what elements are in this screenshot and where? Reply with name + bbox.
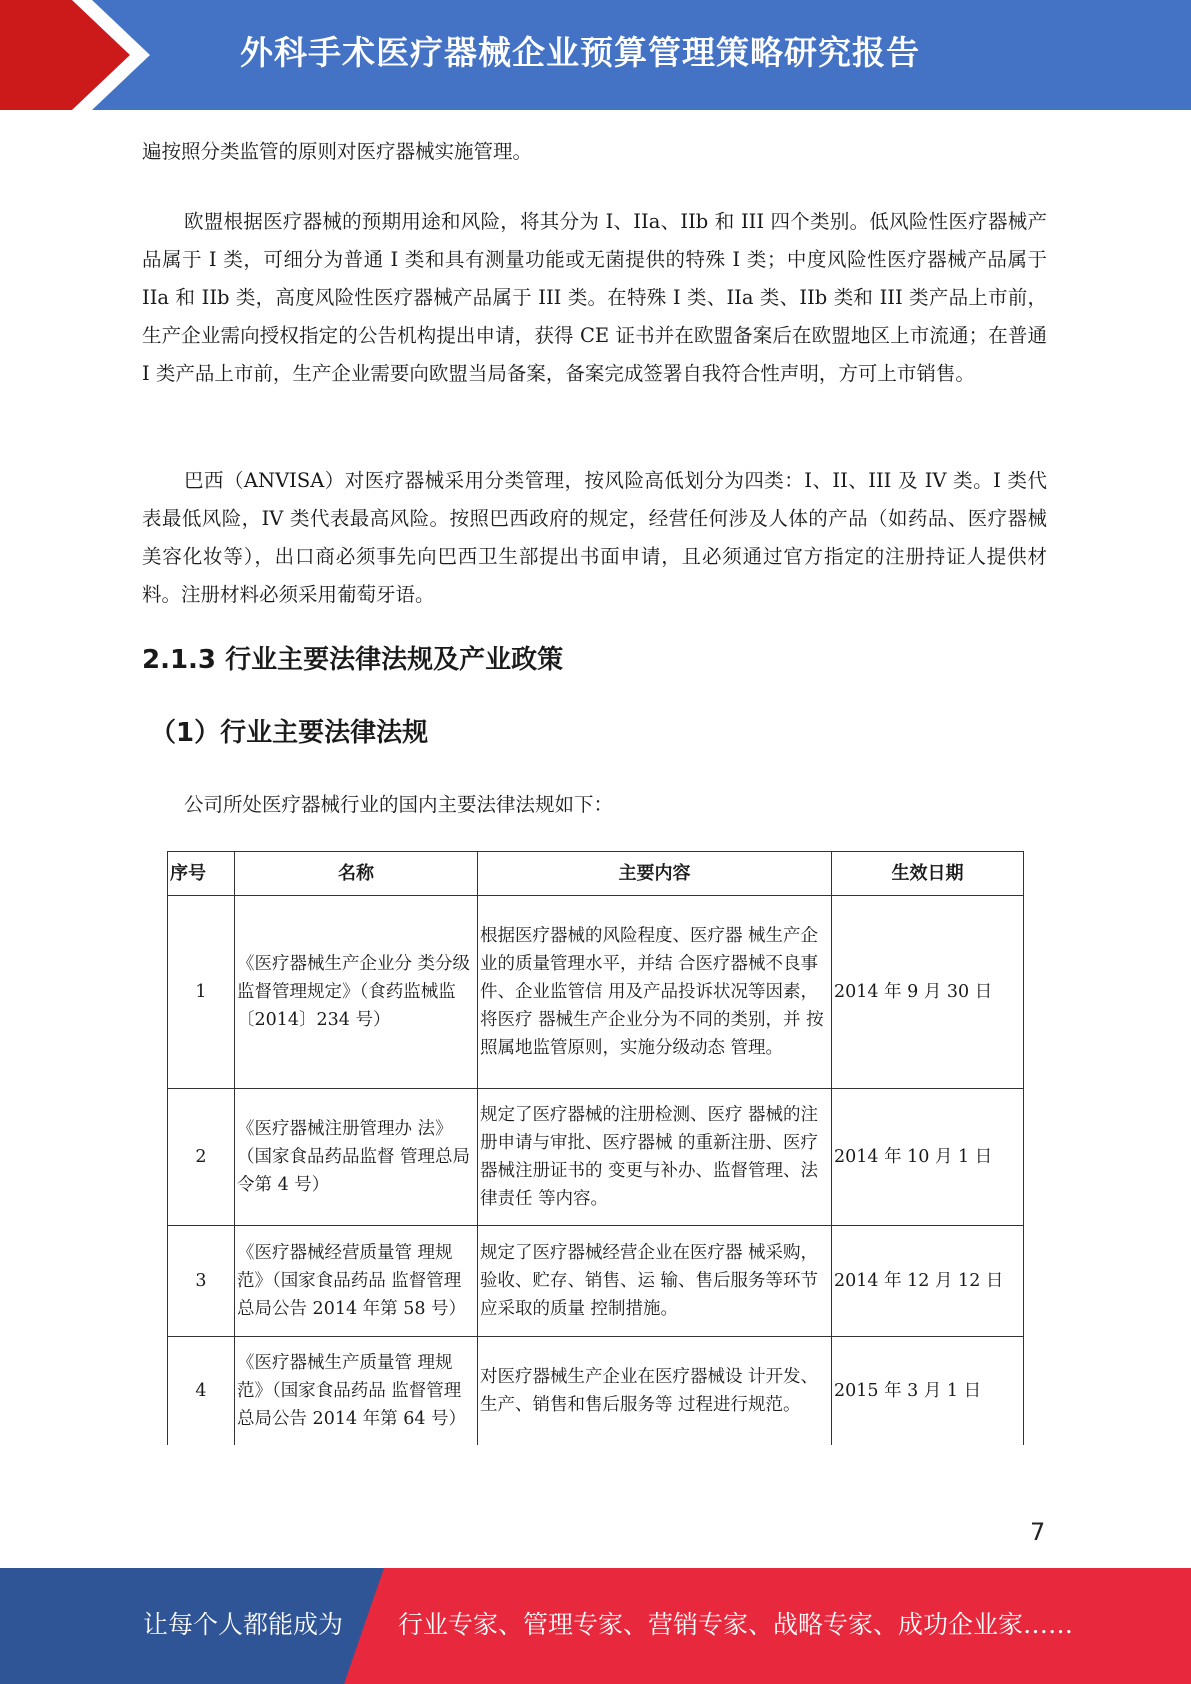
- table-header-row: [168, 852, 1024, 896]
- paragraph-brazil: 巴西（ANVISA）对医疗器械采用分类管理，按风险高低划分为四类：I、II、III 及 IV 类。I 类代表最低风险，IV 类代表最高风险。按照巴西政府的规定，经营任何涉及人体的产品（如药品、医疗器械美容化妆等），出口商必须事先向巴西卫生部提出书面申请，且必须通过官方指定的注册持证人提供材料。注册材料必须采用葡萄牙语。: [142, 469, 1047, 606]
- cell-name: 《医疗器械注册管理办 法》（国家食品药品监督 管理总局令第 4 号）: [235, 1089, 478, 1226]
- cell-date: 2014 年 9 月 30 日: [832, 896, 1024, 1089]
- cell-date: 2014 年 10 月 1 日: [832, 1089, 1024, 1226]
- paragraph-eu: 欧盟根据医疗器械的预期用途和风险，将其分为 I、IIa、IIb 和 III 四个类别。低风险性医疗器械产品属于 I 类，可细分为普通 I 类和具有测量功能或无菌提供的特殊 I 类；中度风险性医疗器械产品属于 IIa 和 IIb 类，高度风险性医疗器械产品属于 III 类。在特殊 I 类、IIa 类、IIb 类和 III 类产品上市前，生产企业需向授权指定的公告机构提出申请，获得 CE 证书并在欧盟备案后在欧盟地区上市流通；在普通 I 类产品上市前，生产企业需要向欧盟当局备案，备案完成签署自我符合性声明，方可上市销售。: [142, 210, 1047, 385]
- subsection-heading: （1）行业主要法律法规: [150, 718, 429, 748]
- section-heading: 2.1.3 行业主要法律法规及产业政策: [142, 645, 564, 675]
- page-number: 7: [1030, 1518, 1046, 1546]
- table-row: [168, 1337, 1024, 1446]
- cell-no: 3: [168, 1226, 235, 1337]
- table-row: [168, 1226, 1024, 1337]
- cell-no: 1: [168, 896, 235, 1089]
- header-banner: [0, 0, 1191, 110]
- cell-content: 对医疗器械生产企业在医疗器械设 计开发、生产、销售和售后服务等 过程进行规范。: [478, 1337, 832, 1446]
- cell-date: 2015 年 3 月 1 日: [832, 1337, 1024, 1446]
- cell-name: 《医疗器械生产企业分 类分级监督管理规定》（食药监械监〔2014〕234 号）: [235, 896, 478, 1089]
- header-no: 序号: [168, 852, 235, 896]
- header-name: 名称: [235, 852, 478, 896]
- cell-no: 2: [168, 1089, 235, 1226]
- laws-table: [167, 851, 1024, 1445]
- cell-no: 4: [168, 1337, 235, 1446]
- cell-content: 根据医疗器械的风险程度、医疗器 械生产企业的质量管理水平，并结 合医疗器械不良事件、企业监管信 用及产品投诉状况等因素，将医疗 器械生产企业分为不同的类别，并 按照属地监管原则，实施分级动态 管理。: [478, 896, 832, 1089]
- header-date: 生效日期: [832, 852, 1024, 896]
- cell-name: 《医疗器械生产质量管 理规范》（国家食品药品 监督管理总局公告 2014 年第 64 号）: [235, 1337, 478, 1446]
- footer-banner: [0, 1568, 1191, 1684]
- paragraph-intro-fragment: 遍按照分类监管的原则对医疗器械实施管理。: [142, 140, 533, 163]
- cell-content: 规定了医疗器械的注册检测、医疗 器械的注册申请与审批、医疗器械 的重新注册、医疗器械注册证书的 变更与补办、监督管理、法律责任 等内容。: [478, 1089, 832, 1226]
- table-row: [168, 1089, 1024, 1226]
- cell-date: 2014 年 12 月 12 日: [832, 1226, 1024, 1337]
- report-title: 外科手术医疗器械企业预算管理策略研究报告: [240, 33, 920, 72]
- footer-slogan-right: 行业专家、管理专家、营销专家、战略专家、成功企业家……: [398, 1610, 1074, 1639]
- cell-content: 规定了医疗器械经营企业在医疗器 械采购，验收、贮存、销售、运 输、售后服务等环节应采取的质量 控制措施。: [478, 1226, 832, 1337]
- cell-name: 《医疗器械经营质量管 理规范》（国家食品药品 监督管理总局公告 2014 年第 58 号）: [235, 1226, 478, 1337]
- table-intro: 公司所处医疗器械行业的国内主要法律法规如下：: [184, 793, 614, 816]
- table-row: [168, 896, 1024, 1089]
- header-content: 主要内容: [478, 852, 832, 896]
- footer-slogan-left: 让每个人都能成为: [143, 1610, 344, 1639]
